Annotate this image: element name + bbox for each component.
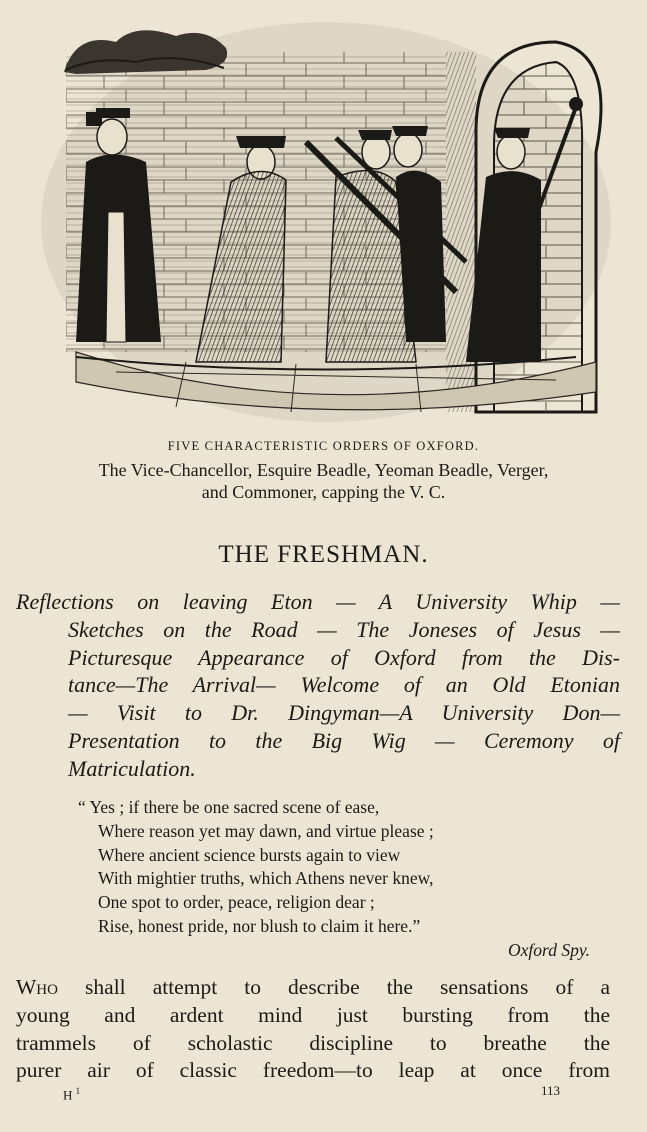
synopsis-line: Presentation to the Big Wig — Ceremony of <box>68 727 620 753</box>
synopsis-line: Reflections on leaving Eton — A University Whip — <box>16 589 620 614</box>
drop-word: Who <box>16 975 58 999</box>
illustration-caption-line-1: The Vice-Chancellor, Esquire Beadle, Yeoman Beadle, Verger, <box>98 460 549 480</box>
epigraph-line: Rise, honest pride, nor blush to claim it here.” <box>98 915 421 936</box>
body-line: purer air of classic freedom—to leap at once from <box>16 1058 610 1083</box>
synopsis-line: Matriculation. <box>68 755 196 781</box>
epigraph-line: Where reason yet may dawn, and virtue please ; <box>98 820 434 841</box>
epigraph-line: “ Yes ; if there be one sacred scene of ease, <box>78 797 380 817</box>
body-paragraph <box>16 974 610 1085</box>
illustration-caption-line-2: and Commoner, capping the V. C. <box>201 482 446 502</box>
signature-number: 1 <box>75 1086 81 1096</box>
signature-mark <box>63 1086 80 1103</box>
body-line-text: shall attempt to describe the sensations of a <box>57 975 610 999</box>
body-line <box>16 974 610 1002</box>
epigraph-line: Where ancient science bursts again to view <box>98 844 401 865</box>
epigraph-source: Oxford Spy. <box>508 939 590 960</box>
synopsis-line: Sketches on the Road — The Joneses of Jesus — <box>68 616 620 642</box>
synopsis-line: Picturesque Appearance of Oxford from the Dis- <box>68 644 620 670</box>
body-line: trammels of scholastic discipline to breathe the <box>16 1030 610 1055</box>
chapter-title: THE FRESHMAN. <box>218 541 429 568</box>
illustration-title: FIVE CHARACTERISTIC ORDERS OF OXFORD. <box>167 439 480 453</box>
body-line: young and ardent mind just bursting from the <box>16 1002 610 1027</box>
engraving-illustration <box>36 12 616 424</box>
synopsis-line: tance—The Arrival— Welcome of an Old Etonian <box>68 672 620 698</box>
page-number: 113 <box>541 1083 561 1098</box>
epigraph-line: One spot to order, peace, religion dear ; <box>98 892 375 913</box>
chapter-synopsis <box>16 588 620 783</box>
epigraph-line: With mightier truths, which Athens never knew, <box>98 868 434 889</box>
epigraph <box>78 796 598 963</box>
signature-letter: H <box>63 1087 73 1103</box>
synopsis-line: — Visit to Dr. Dingyman—A University Don— <box>68 700 620 726</box>
